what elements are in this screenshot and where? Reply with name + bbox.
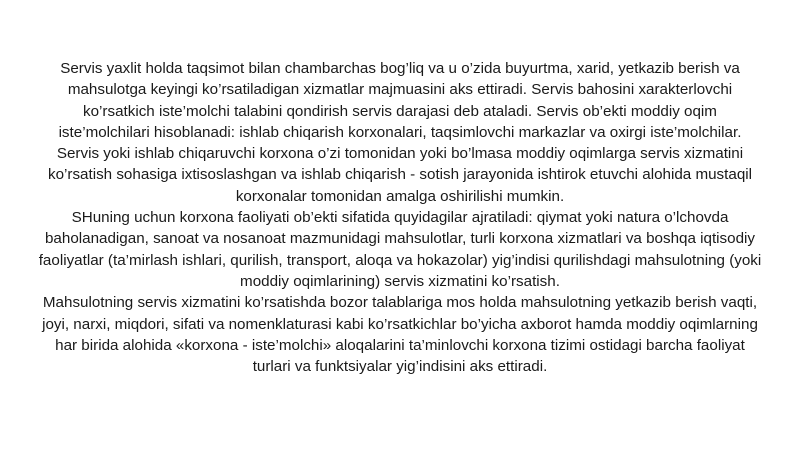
body-text xyxy=(38,58,762,377)
paragraph-product-service: Mahsulotning servis xizmatini ko’rsatishda bozor talablariga mos holda mahsulotning yetkazib berish vaqti, joyi, narxi, miqdori, sifati va nomenklaturasi kabi ko’rsatkichlar bo’yicha axborot hamda moddiy oqimlarning har birida alohida «korxona - iste’molchi» aloqalarini ta’minlovchi korxona tizimi ostidagi barcha faoliyat turlari va funktsiyalar yig’indisini aks ettiradi. xyxy=(42,294,758,376)
paragraph-activity-objects: SHuning uchun korxona faoliyati ob’ekti sifatida quyidagilar ajratiladi: qiymat yoki natura o’lchovda baholanadigan, sanoat va nosanoat mazmunidagi mahsulotlar, turli korxona xizmatlari va boshqa iqtisodiy faoliyatlar (ta’mirlash ishlari, qurilish, transport, aloqa va hokazolar) yig’indisi qurilishdagi mahsulotning (yoki moddiy oqimlarining) servis xizmatini ko’rsatish. xyxy=(38,209,762,290)
paragraph-servis-definition: Servis yaxlit holda taqsimot bilan chambarchas bog’liq va u o’zida buyurtma, xarid, yetkazib berish va mahsulotga keyingi ko’rsatiladigan xizmatlar majmuasini aks ettiradi. Servis bahosini xarakterlovchi ko’rsatkich iste’molchi talabini qondirish servis darajasi deb ataladi. Servis ob’ekti moddiy oqim iste’molchilari hisoblanadi: ishlab chiqarish korxonalari, taqsimlovchi markazlar va oxirgi iste’molchilar. Servis yoki ishlab chiqaruvchi korxona o’zi tomonidan yoki bo’lmasa moddiy oqimlarga servis xizmatini ko’rsatish sohasiga ixtisoslashgan va ishlab chiqarish - sotish jarayonida ishtirok etuvchi alohida mustaqil korxonalar tomonidan amalga oshirilishi mumkin. xyxy=(47,60,753,205)
